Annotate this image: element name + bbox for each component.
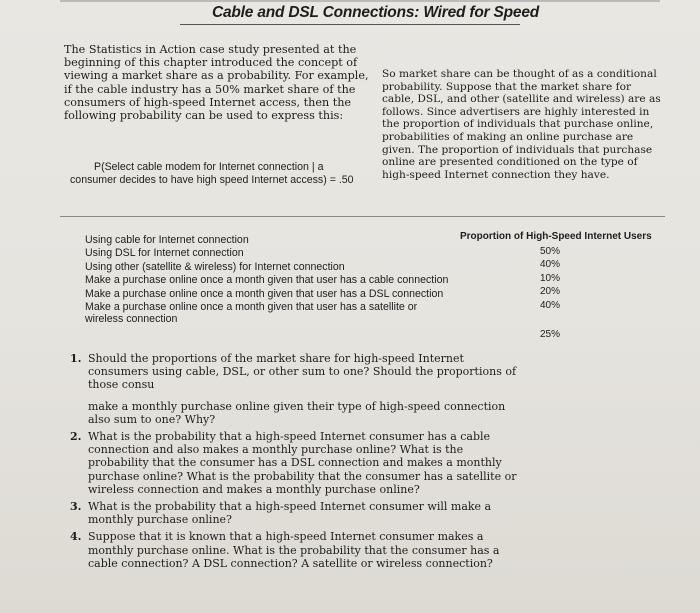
row-value: 10% xyxy=(539,272,560,284)
section-divider xyxy=(60,216,665,217)
row-value: 25% xyxy=(539,328,560,340)
formula-line-1: P(Select cable modem for Internet connection | a xyxy=(94,161,324,173)
question-number: 1. xyxy=(70,352,82,365)
question-text: What is the probability that a high-speed Internet consumer will make a monthly purchase online? xyxy=(88,500,492,527)
question-item xyxy=(70,352,522,426)
row-value: 40% xyxy=(539,299,560,311)
question-number: 4. xyxy=(70,530,82,544)
question-item xyxy=(70,530,522,570)
proportion-table xyxy=(85,234,645,340)
title-underline xyxy=(180,24,520,25)
question-text: Should the proportions of the market share for high-speed Internet consumers using cable, DSL, or other sum to one? Should the proportions of those consu xyxy=(88,352,517,392)
row-value: 20% xyxy=(539,286,560,298)
row-label: Using DSL for Internet connection xyxy=(85,247,244,260)
question-text: Suppose that it is known that a high-speed Internet consumer makes a monthly purchase online. What is the probability that the consumer has a cable connection? A DSL connection? A satellite or wireless connection? xyxy=(88,530,500,570)
right-column xyxy=(382,68,664,181)
question-list xyxy=(70,352,522,574)
row-label: Using cable for Internet connection xyxy=(85,234,249,246)
question-item xyxy=(70,430,522,496)
row-value: 50% xyxy=(539,246,560,257)
row-label: Make a purchase online once a month given that user has a satellite or wireless connection xyxy=(85,300,418,325)
question-number: 3. xyxy=(70,500,82,514)
question-text-continued: make a monthly purchase online given their type of high-speed connection also sum to one? Why? xyxy=(88,399,506,426)
page-title: Cable and DSL Connections: Wired for Speed xyxy=(212,4,540,21)
row-value: 40% xyxy=(539,259,560,271)
right-paragraph: So market share can be thought of as a conditional probability. Suppose that the market share for cable, DSL, and other (satellite and wireless) are as follows. Since advertisers are highly interested in the proportion of individuals that purchase online, probabilities of making an online purchase are given. The proportion of individuals that purchase online are presented conditioned on the type of high-speed Internet connection they have. xyxy=(382,68,661,181)
left-column xyxy=(64,43,374,122)
question-text: What is the probability that a high-speed Internet consumer has a cable connection and also makes a monthly purchase online? What is the probability that the consumer has a DSL connection and makes a monthly purchase online? What is the probability that the consumer has a satellite or wireless connection and makes a monthly purchase online? xyxy=(88,430,517,496)
probability-formula xyxy=(70,161,370,187)
question-number: 2. xyxy=(70,430,82,444)
left-paragraph: The Statistics in Action case study presented at the beginning of this chapter introduced the concept of viewing a market share as a probability. For example, if the cable industry has a 50% market share of the consumers of high-speed Internet access, then the following probability can be used to express this: xyxy=(64,43,369,123)
table-header: Proportion of High-Speed Internet Users xyxy=(460,231,652,242)
table-row xyxy=(85,287,645,311)
formula-line-2: consumer decides to have high speed Internet access) = .50 xyxy=(70,174,354,186)
question-item xyxy=(70,500,522,526)
row-label: Make a purchase online once a month given that user has a cable connection xyxy=(85,274,449,287)
row-label: Make a purchase online once a month given that user has a DSL connection xyxy=(85,287,444,300)
top-divider xyxy=(60,0,660,2)
table-row xyxy=(85,300,645,340)
row-label: Using other (satellite & wireless) for Internet connection xyxy=(85,260,345,273)
